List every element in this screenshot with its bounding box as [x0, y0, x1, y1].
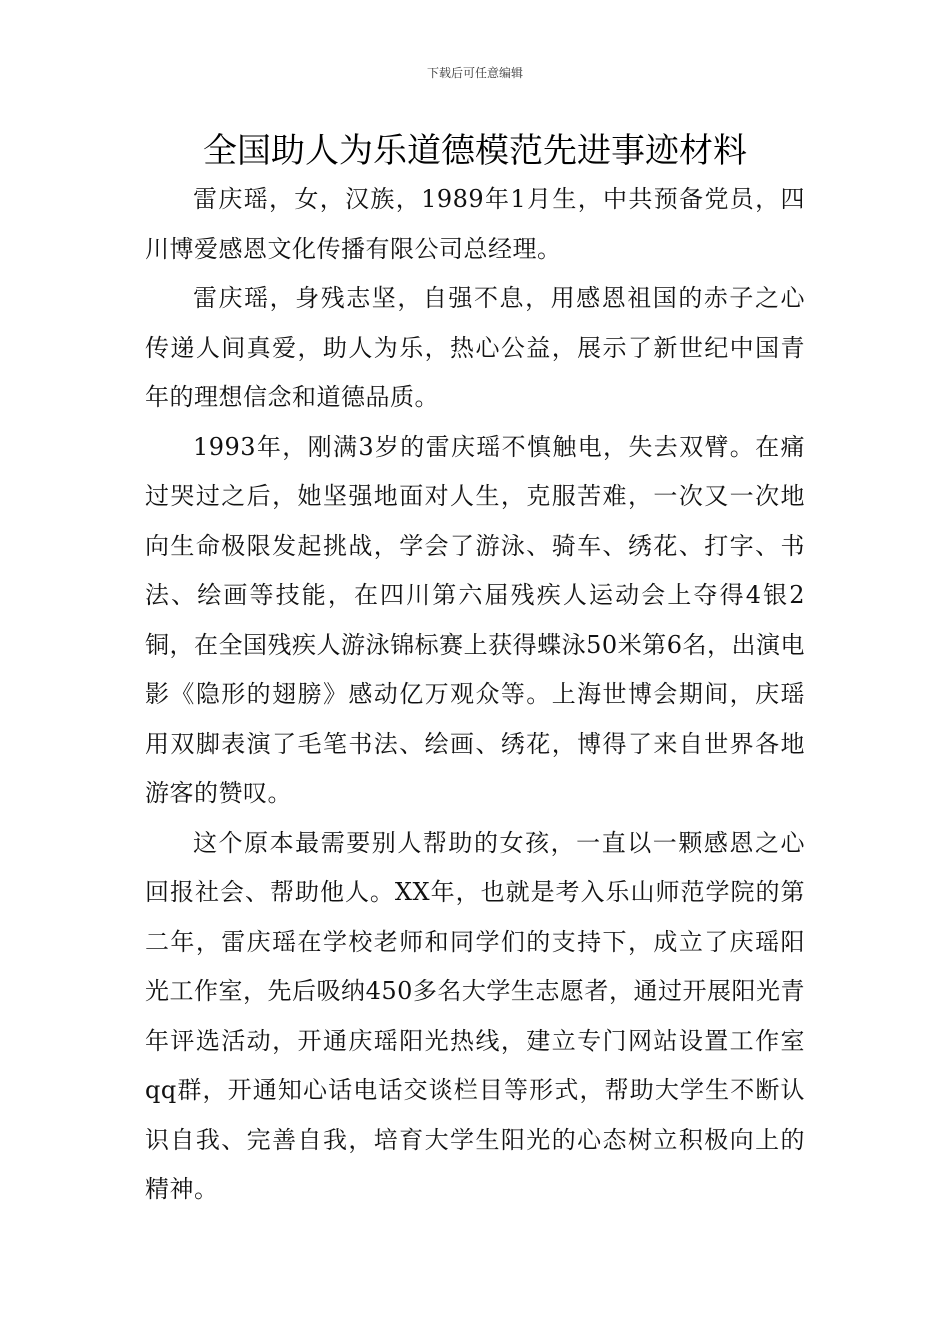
- paragraph-history: 1993年，刚满3岁的雷庆瑶不慎触电，失去双臂。在痛过哭过之后，她坚强地面对人生，克服苦难，一次又一次地向生命极限发起挑战，学会了游泳、骑车、绣花、打字、书法、绘画等技能，在四川第六届残疾人运动会上夺得4银2铜，在全国残疾人游泳锦标赛上获得蝶泳50米第6名，出演电影《隐形的翅膀》感动亿万观众等。上海世博会期间，庆瑶用双脚表演了毛笔书法、绘画、绣花，博得了来自世界各地游客的赞叹。: [145, 432, 805, 807]
- paragraph-volunteer-work: 这个原本最需要别人帮助的女孩，一直以一颗感恩之心回报社会、帮助他人。XX年，也就是考入乐山师范学院的第二年，雷庆瑶在学校老师和同学们的支持下，成立了庆瑶阳光工作室，先后吸纳450多名大学生志愿者，通过开展阳光青年评选活动，开通庆瑶阳光热线，建立专门网站设置工作室qq群，开通知心话电话交谈栏目等形式，帮助大学生不断认识自我、完善自我，培育大学生阳光的心态树立积极向上的精神。: [145, 828, 805, 1203]
- paragraph-intro: 雷庆瑶，女，汉族，1989年1月生，中共预备党员，四川博爱感恩文化传播有限公司总经理。: [145, 185, 805, 263]
- document-title: 全国助人为乐道德模范先进事迹材料: [203, 131, 747, 171]
- paragraph-summary: 雷庆瑶，身残志坚，自强不息，用感恩祖国的赤子之心传递人间真爱，助人为乐，热心公益，展示了新世纪中国青年的理想信念和道德品质。: [145, 284, 805, 411]
- header-note: 下载后可任意编辑: [426, 66, 523, 80]
- document-body: [145, 175, 805, 1215]
